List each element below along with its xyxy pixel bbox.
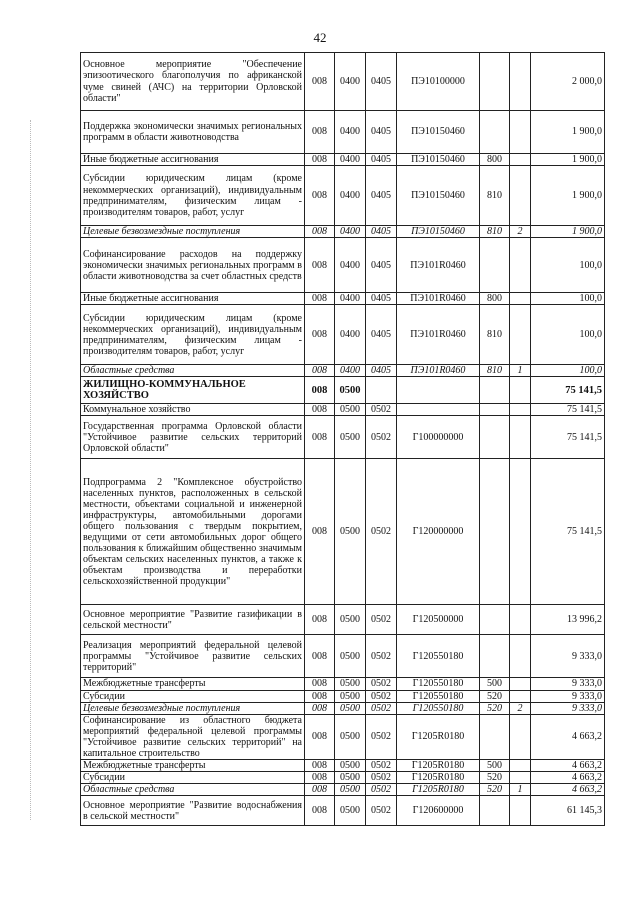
expense-type-code-cell: 520 bbox=[480, 690, 510, 702]
amount-cell: 9 333,0 bbox=[531, 678, 605, 690]
admin-code-cell: 008 bbox=[305, 111, 335, 154]
funding-source-code-cell bbox=[510, 154, 531, 166]
subsection-code-cell: 0502 bbox=[366, 796, 397, 826]
expense-type-code-cell bbox=[480, 605, 510, 635]
funding-source-code-cell: 1 bbox=[510, 784, 531, 796]
table-row bbox=[81, 365, 605, 377]
section-code-cell: 0500 bbox=[335, 377, 366, 404]
subsection-code-cell: 0405 bbox=[366, 53, 397, 111]
row-name-cell: Областные средства bbox=[81, 365, 305, 377]
admin-code-cell: 008 bbox=[305, 404, 335, 416]
expense-type-code-cell bbox=[480, 635, 510, 678]
section-code-cell: 0400 bbox=[335, 166, 366, 226]
target-article-code-cell: Г1205R0180 bbox=[397, 760, 480, 772]
amount-cell: 100,0 bbox=[531, 238, 605, 293]
admin-code-cell: 008 bbox=[305, 365, 335, 377]
target-article-code-cell: Г120500000 bbox=[397, 605, 480, 635]
row-name-cell: Софинансирование из областного бюджета мероприятий федеральной целевой программы "Устойчивое развитие сельских территорий" на капитальное строительство bbox=[81, 714, 305, 759]
admin-code-cell: 008 bbox=[305, 305, 335, 365]
amount-cell: 9 333,0 bbox=[531, 690, 605, 702]
row-name-cell: Областные средства bbox=[81, 784, 305, 796]
funding-source-code-cell bbox=[510, 305, 531, 365]
table-row bbox=[81, 678, 605, 690]
row-name-cell: Субсидии юридическим лицам (кроме некоммерческих организаций), индивидуальным предпринимателям, физическим лицам - производителям товаров, работ, услуг bbox=[81, 305, 305, 365]
admin-code-cell: 008 bbox=[305, 166, 335, 226]
expense-type-code-cell bbox=[480, 404, 510, 416]
target-article-code-cell: Г120550180 bbox=[397, 635, 480, 678]
section-code-cell: 0400 bbox=[335, 154, 366, 166]
target-article-code-cell: ПЭ101R0460 bbox=[397, 293, 480, 305]
subsection-code-cell: 0405 bbox=[366, 365, 397, 377]
admin-code-cell: 008 bbox=[305, 377, 335, 404]
target-article-code-cell: Г120550180 bbox=[397, 702, 480, 714]
target-article-code-cell bbox=[397, 404, 480, 416]
funding-source-code-cell bbox=[510, 714, 531, 759]
subsection-code-cell: 0502 bbox=[366, 416, 397, 459]
admin-code-cell: 008 bbox=[305, 605, 335, 635]
funding-source-code-cell bbox=[510, 772, 531, 784]
subsection-code-cell: 0405 bbox=[366, 238, 397, 293]
target-article-code-cell: Г1205R0180 bbox=[397, 714, 480, 759]
expense-type-code-cell: 810 bbox=[480, 365, 510, 377]
row-name-cell: Межбюджетные трансферты bbox=[81, 678, 305, 690]
section-code-cell: 0500 bbox=[335, 459, 366, 605]
admin-code-cell: 008 bbox=[305, 238, 335, 293]
target-article-code-cell: Г120600000 bbox=[397, 796, 480, 826]
amount-cell: 75 141,5 bbox=[531, 377, 605, 404]
amount-cell: 100,0 bbox=[531, 293, 605, 305]
table-row bbox=[81, 111, 605, 154]
budget-table-body bbox=[81, 53, 605, 826]
funding-source-code-cell bbox=[510, 293, 531, 305]
target-article-code-cell: Г1205R0180 bbox=[397, 784, 480, 796]
row-name-cell: Субсидии bbox=[81, 772, 305, 784]
admin-code-cell: 008 bbox=[305, 416, 335, 459]
expense-type-code-cell bbox=[480, 111, 510, 154]
expense-type-code-cell: 520 bbox=[480, 702, 510, 714]
amount-cell: 2 000,0 bbox=[531, 53, 605, 111]
amount-cell: 1 900,0 bbox=[531, 166, 605, 226]
amount-cell: 75 141,5 bbox=[531, 416, 605, 459]
amount-cell: 1 900,0 bbox=[531, 111, 605, 154]
expense-type-code-cell bbox=[480, 238, 510, 293]
funding-source-code-cell bbox=[510, 166, 531, 226]
subsection-code-cell: 0502 bbox=[366, 784, 397, 796]
row-name-cell: Иные бюджетные ассигнования bbox=[81, 154, 305, 166]
row-name-cell: Субсидии юридическим лицам (кроме некоммерческих организаций), индивидуальным предпринимателям, физическим лицам - производителям товаров, работ, услуг bbox=[81, 166, 305, 226]
admin-code-cell: 008 bbox=[305, 53, 335, 111]
admin-code-cell: 008 bbox=[305, 772, 335, 784]
admin-code-cell: 008 bbox=[305, 678, 335, 690]
subsection-code-cell: 0502 bbox=[366, 678, 397, 690]
funding-source-code-cell: 2 bbox=[510, 702, 531, 714]
subsection-code-cell bbox=[366, 377, 397, 404]
subsection-code-cell: 0502 bbox=[366, 404, 397, 416]
funding-source-code-cell: 2 bbox=[510, 226, 531, 238]
subsection-code-cell: 0405 bbox=[366, 111, 397, 154]
row-name-cell: Иные бюджетные ассигнования bbox=[81, 293, 305, 305]
row-name-cell: Основное мероприятие "Обеспечение эпизоотического благополучия по африканской чуме свиней (АЧС) на территории Орловской области" bbox=[81, 53, 305, 111]
section-code-cell: 0500 bbox=[335, 796, 366, 826]
subsection-code-cell: 0502 bbox=[366, 459, 397, 605]
target-article-code-cell: ПЭ10150460 bbox=[397, 154, 480, 166]
table-row bbox=[81, 154, 605, 166]
amount-cell: 9 333,0 bbox=[531, 702, 605, 714]
section-code-cell: 0500 bbox=[335, 784, 366, 796]
amount-cell: 100,0 bbox=[531, 305, 605, 365]
section-code-cell: 0500 bbox=[335, 772, 366, 784]
admin-code-cell: 008 bbox=[305, 459, 335, 605]
table-row bbox=[81, 226, 605, 238]
target-article-code-cell: ПЭ10150460 bbox=[397, 111, 480, 154]
expense-type-code-cell: 810 bbox=[480, 305, 510, 365]
amount-cell: 13 996,2 bbox=[531, 605, 605, 635]
target-article-code-cell: ПЭ101R0460 bbox=[397, 365, 480, 377]
subsection-code-cell: 0502 bbox=[366, 760, 397, 772]
admin-code-cell: 008 bbox=[305, 226, 335, 238]
admin-code-cell: 008 bbox=[305, 635, 335, 678]
subsection-code-cell: 0405 bbox=[366, 166, 397, 226]
row-name-cell: Целевые безвозмездные поступления bbox=[81, 702, 305, 714]
section-code-cell: 0500 bbox=[335, 678, 366, 690]
admin-code-cell: 008 bbox=[305, 796, 335, 826]
table-row bbox=[81, 416, 605, 459]
expense-type-code-cell: 500 bbox=[480, 678, 510, 690]
section-code-cell: 0500 bbox=[335, 760, 366, 772]
target-article-code-cell: ПЭ10150460 bbox=[397, 166, 480, 226]
target-article-code-cell bbox=[397, 377, 480, 404]
row-name-cell: Коммунальное хозяйство bbox=[81, 404, 305, 416]
target-article-code-cell: ПЭ10100000 bbox=[397, 53, 480, 111]
section-code-cell: 0400 bbox=[335, 293, 366, 305]
admin-code-cell: 008 bbox=[305, 690, 335, 702]
target-article-code-cell: Г120550180 bbox=[397, 690, 480, 702]
row-name-cell: Софинансирование расходов на поддержку экономически значимых региональных программ в области животноводства за счет областных средств bbox=[81, 238, 305, 293]
table-row bbox=[81, 293, 605, 305]
row-name-cell: ЖИЛИЩНО-КОММУНАЛЬНОЕ ХОЗЯЙСТВО bbox=[81, 377, 305, 404]
funding-source-code-cell bbox=[510, 377, 531, 404]
section-code-cell: 0500 bbox=[335, 635, 366, 678]
section-code-cell: 0500 bbox=[335, 702, 366, 714]
section-code-cell: 0400 bbox=[335, 111, 366, 154]
amount-cell: 4 663,2 bbox=[531, 772, 605, 784]
target-article-code-cell: Г1205R0180 bbox=[397, 772, 480, 784]
table-row bbox=[81, 305, 605, 365]
subsection-code-cell: 0502 bbox=[366, 635, 397, 678]
expense-type-code-cell bbox=[480, 459, 510, 605]
funding-source-code-cell bbox=[510, 404, 531, 416]
funding-source-code-cell bbox=[510, 690, 531, 702]
admin-code-cell: 008 bbox=[305, 784, 335, 796]
funding-source-code-cell bbox=[510, 416, 531, 459]
admin-code-cell: 008 bbox=[305, 702, 335, 714]
scan-edge-marks bbox=[30, 120, 32, 820]
funding-source-code-cell bbox=[510, 605, 531, 635]
section-code-cell: 0500 bbox=[335, 714, 366, 759]
funding-source-code-cell bbox=[510, 111, 531, 154]
subsection-code-cell: 0405 bbox=[366, 305, 397, 365]
row-name-cell: Поддержка экономически значимых региональных программ в области животноводства bbox=[81, 111, 305, 154]
funding-source-code-cell: 1 bbox=[510, 365, 531, 377]
target-article-code-cell: ПЭ101R0460 bbox=[397, 238, 480, 293]
subsection-code-cell: 0405 bbox=[366, 226, 397, 238]
expense-type-code-cell bbox=[480, 796, 510, 826]
section-code-cell: 0500 bbox=[335, 416, 366, 459]
funding-source-code-cell bbox=[510, 238, 531, 293]
row-name-cell: Государственная программа Орловской области "Устойчивое развитие сельских территорий Орловской области" bbox=[81, 416, 305, 459]
target-article-code-cell: ПЭ101R0460 bbox=[397, 305, 480, 365]
admin-code-cell: 008 bbox=[305, 154, 335, 166]
expense-type-code-cell: 500 bbox=[480, 760, 510, 772]
section-code-cell: 0500 bbox=[335, 404, 366, 416]
row-name-cell: Межбюджетные трансферты bbox=[81, 760, 305, 772]
amount-cell: 9 333,0 bbox=[531, 635, 605, 678]
subsection-code-cell: 0502 bbox=[366, 714, 397, 759]
table-row bbox=[81, 714, 605, 759]
funding-source-code-cell bbox=[510, 635, 531, 678]
amount-cell: 75 141,5 bbox=[531, 404, 605, 416]
table-row bbox=[81, 690, 605, 702]
section-code-cell: 0500 bbox=[335, 690, 366, 702]
expense-type-code-cell: 520 bbox=[480, 772, 510, 784]
amount-cell: 1 900,0 bbox=[531, 226, 605, 238]
admin-code-cell: 008 bbox=[305, 760, 335, 772]
section-code-cell: 0500 bbox=[335, 605, 366, 635]
amount-cell: 1 900,0 bbox=[531, 154, 605, 166]
expense-type-code-cell: 800 bbox=[480, 293, 510, 305]
page-number: 42 bbox=[313, 30, 327, 45]
table-row bbox=[81, 53, 605, 111]
expense-type-code-cell: 810 bbox=[480, 226, 510, 238]
funding-source-code-cell bbox=[510, 760, 531, 772]
target-article-code-cell: ПЭ10150460 bbox=[397, 226, 480, 238]
funding-source-code-cell bbox=[510, 678, 531, 690]
row-name-cell: Подпрограмма 2 "Комплексное обустройство населенных пунктов, расположенных в сельской местности, объектами социальной и инженерной инфраструктуры, автомобильными дорогами общего пользования с твердым покрытием, ведущими от сети автомобильных дорог общего пользования к ближайшим общественно значимым объектам сельских населенных пунктов, а также к объектам производства и переработки сельскохозяйственной продукции" bbox=[81, 459, 305, 605]
table-row bbox=[81, 238, 605, 293]
expense-type-code-cell bbox=[480, 53, 510, 111]
table-row bbox=[81, 796, 605, 826]
expense-type-code-cell: 800 bbox=[480, 154, 510, 166]
expense-type-code-cell: 520 bbox=[480, 784, 510, 796]
table-row bbox=[81, 377, 605, 404]
amount-cell: 61 145,3 bbox=[531, 796, 605, 826]
expense-type-code-cell bbox=[480, 377, 510, 404]
admin-code-cell: 008 bbox=[305, 293, 335, 305]
funding-source-code-cell bbox=[510, 53, 531, 111]
expense-type-code-cell bbox=[480, 714, 510, 759]
row-name-cell: Целевые безвозмездные поступления bbox=[81, 226, 305, 238]
amount-cell: 4 663,2 bbox=[531, 760, 605, 772]
section-code-cell: 0400 bbox=[335, 365, 366, 377]
subsection-code-cell: 0502 bbox=[366, 690, 397, 702]
subsection-code-cell: 0502 bbox=[366, 702, 397, 714]
table-row bbox=[81, 404, 605, 416]
section-code-cell: 0400 bbox=[335, 53, 366, 111]
subsection-code-cell: 0405 bbox=[366, 154, 397, 166]
table-row bbox=[81, 635, 605, 678]
target-article-code-cell: Г100000000 bbox=[397, 416, 480, 459]
section-code-cell: 0400 bbox=[335, 226, 366, 238]
amount-cell: 4 663,2 bbox=[531, 714, 605, 759]
subsection-code-cell: 0502 bbox=[366, 605, 397, 635]
row-name-cell: Реализация мероприятий федеральной целевой программы "Устойчивое развитие сельских территорий" bbox=[81, 635, 305, 678]
amount-cell: 100,0 bbox=[531, 365, 605, 377]
row-name-cell: Субсидии bbox=[81, 690, 305, 702]
expense-type-code-cell: 810 bbox=[480, 166, 510, 226]
table-row bbox=[81, 702, 605, 714]
table-row bbox=[81, 166, 605, 226]
amount-cell: 75 141,5 bbox=[531, 459, 605, 605]
section-code-cell: 0400 bbox=[335, 238, 366, 293]
table-row bbox=[81, 760, 605, 772]
target-article-code-cell: Г120550180 bbox=[397, 678, 480, 690]
table-row bbox=[81, 459, 605, 605]
section-code-cell: 0400 bbox=[335, 305, 366, 365]
subsection-code-cell: 0502 bbox=[366, 772, 397, 784]
expense-type-code-cell bbox=[480, 416, 510, 459]
row-name-cell: Основное мероприятие "Развитие водоснабжения в сельской местности" bbox=[81, 796, 305, 826]
funding-source-code-cell bbox=[510, 459, 531, 605]
table-row bbox=[81, 772, 605, 784]
table-row bbox=[81, 784, 605, 796]
amount-cell: 4 663,2 bbox=[531, 784, 605, 796]
funding-source-code-cell bbox=[510, 796, 531, 826]
budget-table bbox=[80, 52, 605, 826]
target-article-code-cell: Г120000000 bbox=[397, 459, 480, 605]
row-name-cell: Основное мероприятие "Развитие газификации в сельской местности" bbox=[81, 605, 305, 635]
table-row bbox=[81, 605, 605, 635]
subsection-code-cell: 0405 bbox=[366, 293, 397, 305]
admin-code-cell: 008 bbox=[305, 714, 335, 759]
